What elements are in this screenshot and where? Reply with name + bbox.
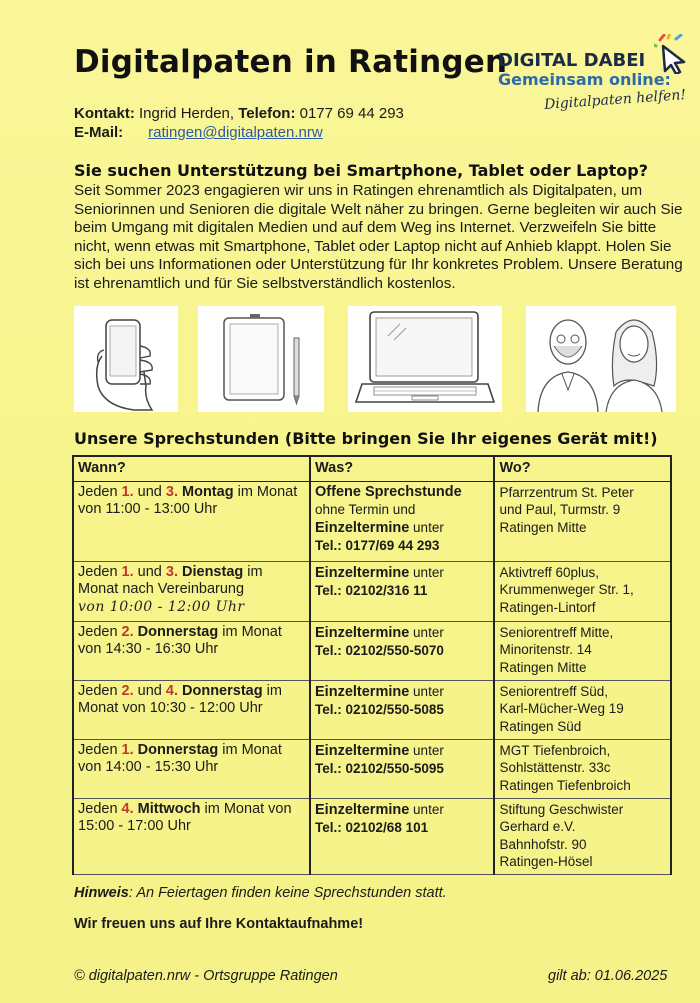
- logo-text-slogan: Digitalpaten helfen!: [543, 87, 687, 113]
- cursor-arrow-icon: [654, 34, 690, 74]
- table-row: [73, 621, 671, 680]
- intro-text: Seit Sommer 2023 engagieren wir uns in Ratingen ehrenamtlich als Digitalpaten, um Seniorinnen und Senioren die digitale Welt näher zu bringen. Gerne begleiten wir auch Sie beim Umgang mit digitalen Medien und auf dem Weg ins Internet. Verzweifeln Sie bitte nicht, wenn etwas mit Smartphone, Tablet oder Laptop nicht auf Anhieb klappt. Holen Sie sich bei uns Informationen oder Unterstützung für Ihr konkretes Problem. Unsere Beratung ist ehrenamtlich und für Sie selbstverständlich kostenlos.: [74, 182, 683, 292]
- table-row: [73, 481, 671, 561]
- logo-text-gemeinsam-online: Gemeinsam online:: [498, 70, 671, 89]
- what-note: unter: [409, 801, 444, 817]
- intro-heading: Sie suchen Unterstützung bei Smartphone, Tablet oder Laptop?: [74, 161, 648, 180]
- cell-what: [310, 680, 494, 739]
- phone-number: Tel.: 02102/550-5070: [315, 643, 444, 658]
- column-header-where: Wo?: [494, 456, 671, 481]
- location-line: Pfarrzentrum St. Peter: [499, 484, 634, 500]
- handwritten-time-note: von 10:00 - 12:00 Uhr: [78, 598, 245, 615]
- page-title: Digitalpaten in Ratingen: [74, 44, 508, 80]
- valid-from-date: gilt ab: 01.06.2025: [548, 968, 668, 984]
- location-line: Stiftung Geschwister: [499, 801, 624, 817]
- cell-when: [73, 561, 310, 621]
- location-line: Bahnhofstr. 90: [499, 836, 587, 852]
- what-note: ohne Termin und: [315, 502, 416, 517]
- location-line: Ratingen Süd: [499, 718, 582, 734]
- cell-what: [310, 481, 494, 561]
- smartphone-in-hand-illustration: [74, 306, 178, 412]
- schedule-heading: [74, 429, 658, 448]
- table-row: [73, 680, 671, 739]
- when-text: im Monat von 14:00 - 15:30 Uhr: [78, 741, 282, 775]
- what-note: unter: [409, 742, 444, 758]
- week-number: 4.: [121, 800, 134, 817]
- cell-where: [494, 680, 671, 739]
- when-text: im Monat von 11:00 - 13:00 Uhr: [78, 483, 298, 517]
- phone-number: Tel.: 0177/69 44 293: [315, 538, 440, 553]
- schedule-heading-main: Unsere Sprechstunden: [74, 429, 280, 448]
- phone-number: Tel.: 02102/68 101: [315, 820, 429, 835]
- contact-line: [74, 104, 404, 123]
- week-number: 2.: [121, 682, 134, 699]
- when-text: und: [133, 563, 166, 580]
- week-number: 1.: [121, 483, 134, 500]
- what-note: unter: [409, 683, 444, 699]
- phone-number: Tel.: 02102/316 11: [315, 583, 428, 598]
- location-line: Gerhard e.V.: [499, 819, 576, 834]
- location-line: Seniorentreff Mitte,: [499, 624, 614, 640]
- cell-when: [73, 621, 310, 680]
- week-number: 3.: [165, 563, 178, 580]
- appointment-label: Einzeltermine: [315, 564, 410, 581]
- tablet-with-pen-illustration: [198, 306, 324, 412]
- email-label: E-Mail:: [74, 124, 124, 141]
- table-row: [73, 739, 671, 798]
- table-row: [73, 798, 671, 874]
- when-text: Jeden: [78, 623, 122, 640]
- appointment-label: Einzeltermine: [315, 742, 410, 759]
- appointment-label: Einzeltermine: [315, 624, 410, 641]
- weekday: Donnerstag: [177, 682, 263, 699]
- when-text: und: [133, 483, 166, 500]
- cell-what: [310, 798, 494, 874]
- what-note: unter: [409, 564, 444, 580]
- week-number: 2.: [121, 623, 134, 640]
- cell-when: [73, 481, 310, 561]
- table-row: [73, 561, 671, 621]
- when-text: Jeden: [78, 682, 122, 699]
- contact-block: [74, 104, 404, 142]
- appointment-label: Einzeltermine: [315, 683, 410, 700]
- appointment-label: Einzeltermine: [315, 519, 410, 536]
- week-number: 1.: [121, 741, 134, 758]
- closing-message: Wir freuen uns auf Ihre Kontaktaufnahme!: [74, 916, 364, 932]
- location-line: Aktivtreff 60plus,: [499, 564, 600, 580]
- holiday-hint: [74, 885, 447, 901]
- location-line: Minoritenstr. 14: [499, 642, 592, 657]
- column-header-when: Wann?: [73, 456, 310, 481]
- location-line: Krummenweger Str. 1,: [499, 582, 634, 597]
- cell-where: [494, 621, 671, 680]
- contact-label: Kontakt:: [74, 105, 135, 122]
- cell-when: [73, 798, 310, 874]
- when-text: im Monat von 10:30 - 12:00 Uhr: [78, 682, 282, 716]
- when-text: im Monat von 14:30 - 16:30 Uhr: [78, 623, 282, 657]
- weekday: Dienstag: [177, 563, 244, 580]
- weekday: Mittwoch: [133, 800, 201, 817]
- when-text: im Monat von 15:00 - 17:00 Uhr: [78, 800, 292, 834]
- appointment-label: Einzeltermine: [315, 801, 410, 818]
- cell-when: [73, 739, 310, 798]
- open-consultation-label: Offene Sprechstunde: [315, 483, 462, 500]
- schedule-table: [72, 455, 672, 875]
- phone-number: Tel.: 02102/550-5095: [315, 761, 444, 776]
- cell-what: [310, 739, 494, 798]
- phone-label: Telefon:: [238, 105, 296, 122]
- cell-what: [310, 621, 494, 680]
- location-line: Ratingen Mitte: [499, 519, 587, 535]
- copyright-text: © digitalpaten.nrw - Ortsgruppe Ratingen: [74, 968, 338, 984]
- column-header-what: Was?: [310, 456, 494, 481]
- location-line: MGT Tiefenbroich,: [499, 742, 611, 758]
- when-text: Jeden: [78, 563, 122, 580]
- hint-text: : An Feiertagen finden keine Sprechstunden statt.: [128, 885, 447, 901]
- when-text: Jeden: [78, 741, 122, 758]
- digital-dabei-logo: [496, 20, 696, 113]
- cell-where: [494, 739, 671, 798]
- schedule-heading-note: (Bitte bringen Sie Ihr eigenes Gerät mit!): [279, 429, 658, 448]
- cell-where: [494, 481, 671, 561]
- weekday: Donnerstag: [133, 623, 219, 640]
- phone-number: Tel.: 02102/550-5085: [315, 702, 444, 717]
- hint-label: Hinweis: [74, 885, 129, 901]
- table-header-row: [73, 456, 671, 481]
- weekday: Montag: [177, 483, 234, 500]
- cell-where: [494, 798, 671, 874]
- when-text: und: [133, 682, 166, 699]
- phone-number: 0177 69 44 293: [299, 105, 404, 122]
- when-text: Jeden: [78, 800, 122, 817]
- what-note: unter: [409, 624, 444, 640]
- cell-when: [73, 680, 310, 739]
- cell-where: [494, 561, 671, 621]
- cell-what: [310, 561, 494, 621]
- location-line: und Paul, Turmstr. 9: [499, 502, 621, 517]
- location-line: Ratingen Mitte: [499, 659, 587, 675]
- email-link[interactable]: ratingen@digitalpaten.nrw: [148, 124, 323, 141]
- location-line: Karl-Mücher-Weg 19: [499, 701, 624, 716]
- location-line: Ratingen-Hösel: [499, 854, 593, 869]
- weekday: Donnerstag: [133, 741, 219, 758]
- location-line: Sohlstättenstr. 33c: [499, 760, 611, 775]
- when-text: Jeden: [78, 483, 122, 500]
- location-line: Ratingen-Lintorf: [499, 599, 596, 615]
- location-line: Seniorentreff Süd,: [499, 683, 609, 699]
- what-note: unter: [409, 519, 444, 535]
- week-number: 4.: [165, 682, 178, 699]
- email-line: [74, 123, 404, 142]
- two-people-portrait-illustration: [526, 306, 676, 412]
- logo-text-digital-dabei: DIGITAL DABEI: [498, 50, 646, 71]
- location-line: Ratingen Tiefenbroich: [499, 777, 631, 793]
- contact-name: Ingrid Herden,: [139, 105, 235, 122]
- week-number: 3.: [165, 483, 178, 500]
- laptop-illustration: [348, 306, 502, 412]
- week-number: 1.: [121, 563, 134, 580]
- when-text: im Monat nach Vereinbarung: [78, 563, 263, 597]
